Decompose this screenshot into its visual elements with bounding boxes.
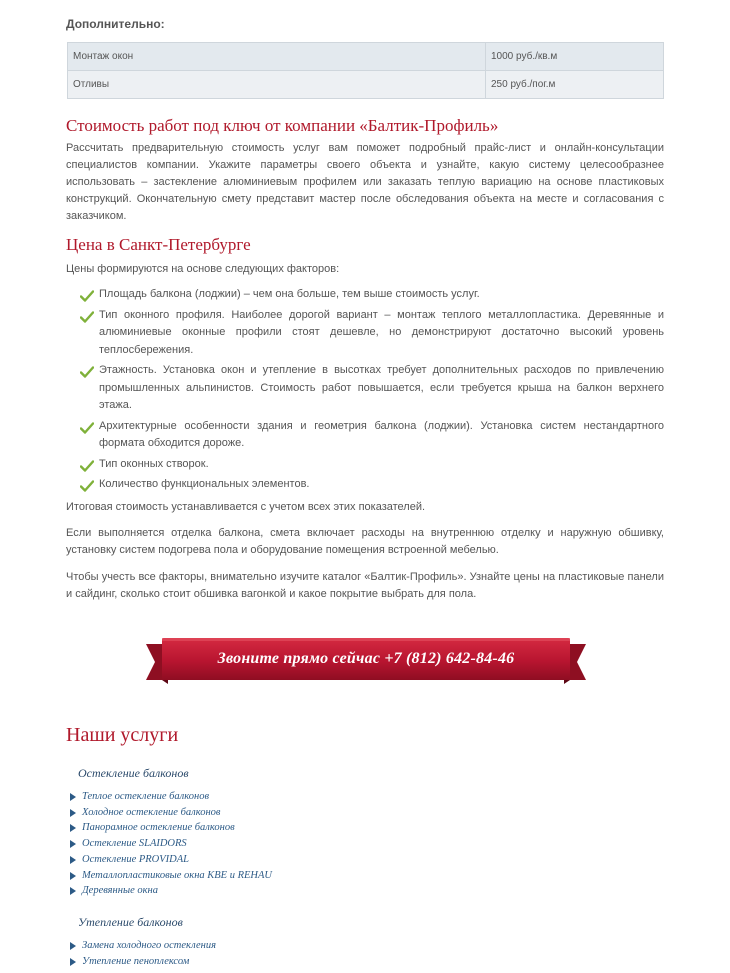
chevron-right-icon bbox=[70, 840, 76, 848]
check-icon bbox=[80, 480, 94, 492]
service-link[interactable]: Остекление SLAIDORS bbox=[82, 838, 187, 850]
chevron-right-icon bbox=[70, 793, 76, 801]
table-row bbox=[68, 71, 664, 99]
list-item bbox=[66, 362, 664, 415]
list-item bbox=[66, 456, 664, 474]
table-cell-service: Монтаж окон bbox=[68, 43, 486, 71]
finishing-paragraph: Если выполняется отделка балкона, смета включает расходы на внутреннюю отделку и наружную обшивку, установку систем подогрева пола и оборудование помещения встроенной мебелью. bbox=[66, 527, 664, 556]
check-icon bbox=[80, 422, 94, 434]
factor-text: Количество функциональных элементов. bbox=[99, 478, 310, 490]
category-title-glazing: Остекление балконов bbox=[78, 766, 189, 780]
chevron-right-icon bbox=[70, 887, 76, 895]
service-link[interactable]: Теплое остекление балконов bbox=[82, 791, 210, 802]
service-link[interactable]: Остекление PROVIDAL bbox=[82, 853, 190, 865]
chevron-right-icon bbox=[70, 856, 76, 864]
list-item[interactable] bbox=[70, 883, 272, 899]
service-link[interactable]: Утепление пеноплексом bbox=[82, 955, 190, 967]
list-item[interactable] bbox=[70, 954, 216, 970]
services-heading: Наши услуги bbox=[66, 724, 179, 746]
list-item[interactable] bbox=[70, 820, 272, 836]
service-link[interactable]: Деревянные окна bbox=[82, 885, 158, 897]
check-icon bbox=[80, 366, 94, 378]
service-link[interactable]: Металлопластиковые окна КВЕ и REHAU bbox=[82, 869, 272, 881]
check-icon bbox=[80, 460, 94, 472]
catalog-paragraph: Чтобы учесть все факторы, внимательно изучите каталог «Балтик-Профиль». Узнайте цены на пластиковые панели и сайдинг, сколько стоит обшивка вагонкой и какое покрытие выбрать для пола. bbox=[66, 571, 664, 600]
table-cell-price: 250 руб./пог.м bbox=[486, 71, 664, 99]
list-item bbox=[66, 286, 664, 304]
factors-list bbox=[66, 286, 664, 497]
chevron-right-icon bbox=[70, 872, 76, 880]
factor-text: Тип оконного профиля. Наиболее дорогой вариант – монтаж теплого металлопластика. Деревянные и алюминиевые оконные профили стоят дешевле, но демонстрируют достаточно высокий уровень теплосбережения. bbox=[99, 308, 664, 356]
list-item[interactable] bbox=[70, 852, 272, 868]
table-cell-price: 1000 руб./кв.м bbox=[486, 43, 664, 71]
glazing-links bbox=[70, 789, 272, 899]
spb-intro: Цены формируются на основе следующих факторов: bbox=[66, 263, 340, 275]
factor-text: Площадь балкона (лоджии) – чем она больше, тем выше стоимость услуг. bbox=[99, 288, 480, 300]
table-cell-service: Отливы bbox=[68, 71, 486, 99]
factor-text: Этажность. Установка окон и утепление в высотках требует дополнительных расходов по привлечению промышленных альпинистов. Стоимость работ повышается, если требуется крыша на балкон верхнего этажа. bbox=[99, 364, 664, 411]
list-item bbox=[66, 307, 664, 360]
service-link[interactable]: Замена холодного остекления bbox=[82, 940, 216, 951]
extra-title: Дополнительно: bbox=[66, 17, 165, 31]
price-table bbox=[67, 42, 664, 99]
chevron-right-icon bbox=[70, 809, 76, 817]
insulation-links bbox=[70, 938, 216, 969]
turnkey-heading: Стоимость работ под ключ от компании «Балтик-Профиль» bbox=[66, 116, 499, 135]
list-item[interactable] bbox=[70, 836, 272, 852]
chevron-right-icon bbox=[70, 824, 76, 832]
list-item[interactable] bbox=[70, 868, 272, 884]
factor-text: Архитектурные особенности здания и геометрия балкона (лоджии). Установка систем нестандартного формата обходится дороже. bbox=[99, 419, 664, 449]
list-item[interactable] bbox=[70, 789, 272, 805]
service-link[interactable]: Панорамное остекление балконов bbox=[82, 822, 235, 834]
check-icon bbox=[80, 311, 94, 323]
service-link[interactable]: Холодное остекление балконов bbox=[82, 806, 221, 818]
chevron-right-icon bbox=[70, 942, 76, 950]
list-item[interactable] bbox=[70, 805, 272, 821]
list-item bbox=[66, 476, 664, 494]
list-item[interactable] bbox=[70, 938, 216, 954]
chevron-right-icon bbox=[70, 958, 76, 966]
summary-text: Итоговая стоимость устанавливается с учетом всех этих показателей. bbox=[66, 501, 426, 513]
call-button-label[interactable]: Звоните прямо сейчас +7 (812) 642-84-46 bbox=[217, 650, 515, 667]
spb-heading: Цена в Санкт-Петербурге bbox=[66, 235, 251, 254]
factor-text: Тип оконных створок. bbox=[99, 457, 209, 470]
turnkey-paragraph: Рассчитать предварительную стоимость услуг вам поможет подробный прайс-лист и онлайн-консультации специалистов компании. Укажите параметры своего объекта и узнайте, какую систему целесообразнее использовать – застекление алюминиевым профилем или заказать теплую вариацию на основе пластиковых конструкций. Окончательную смету представит мастер после обследования объекта на месте и согласования с заказчиком. bbox=[66, 142, 664, 222]
category-title-insulation: Утепление балконов bbox=[78, 915, 183, 929]
table-row bbox=[68, 43, 664, 71]
check-icon bbox=[80, 290, 94, 302]
list-item bbox=[66, 418, 664, 453]
